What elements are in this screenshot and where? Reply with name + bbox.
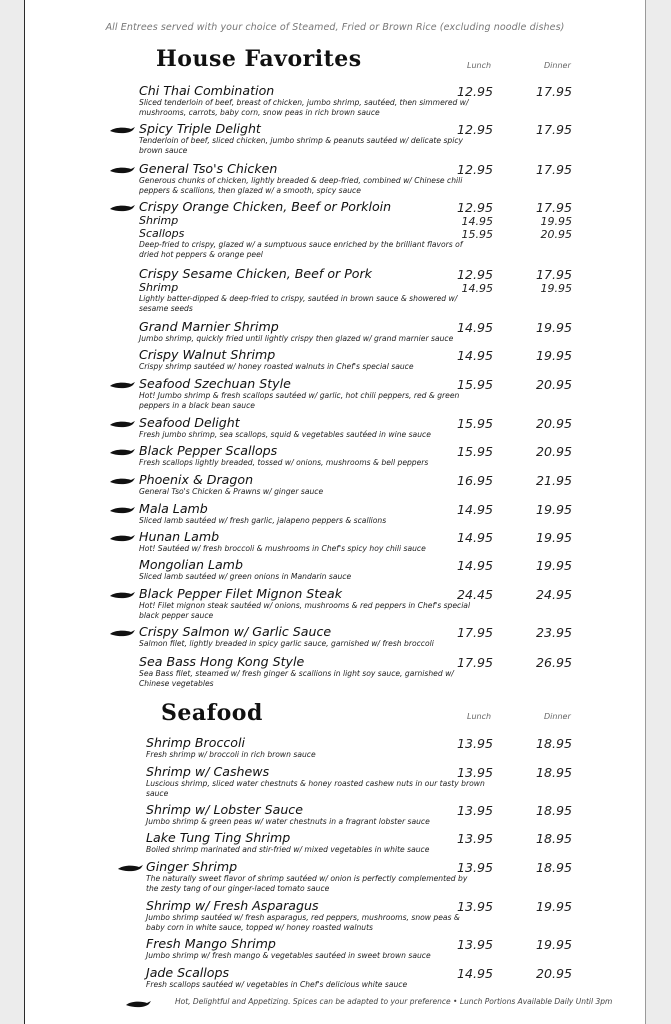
dinner-price: 23.95 xyxy=(535,625,572,640)
item-name: Mala Lamb xyxy=(139,501,208,516)
chili-pepper-icon xyxy=(125,999,153,1009)
dinner-price: 20.95 xyxy=(535,416,572,431)
chili-pepper-icon xyxy=(109,419,137,429)
dinner-price: 26.95 xyxy=(535,655,572,670)
dinner-price: 18.95 xyxy=(535,860,572,875)
dinner-price: 19.95 xyxy=(535,348,572,363)
lunch-price: 13.95 xyxy=(456,860,493,875)
item-description: Deep-fried to crispy, glazed w/ a sumptuous sauce enriched by the brilliant flavors of dried hot peppers & orange peel xyxy=(139,240,463,259)
variant-dinner-price: 19.95 xyxy=(540,215,572,228)
dinner-price: 17.95 xyxy=(535,122,572,137)
item-name: Seafood Szechuan Style xyxy=(139,376,291,391)
item-name: Chi Thai Combination xyxy=(139,83,275,98)
item-description: Tenderloin of beef, sliced chicken, jumbo shrimp & peanuts sautéed w/ delicate spicy brown sauce xyxy=(139,136,464,155)
dinner-price: 19.95 xyxy=(535,558,572,573)
lunch-price: 16.95 xyxy=(456,473,493,488)
item-variant: Shrimp xyxy=(139,214,179,227)
variant-dinner-price: 19.95 xyxy=(540,282,572,295)
item-name: Black Pepper Filet Mignon Steak xyxy=(139,586,342,601)
chili-pepper-icon xyxy=(109,447,137,457)
dinner-price: 18.95 xyxy=(535,765,572,780)
item-name: Fresh Mango Shrimp xyxy=(146,936,276,951)
variant-lunch-price: 15.95 xyxy=(461,228,493,241)
section-title: Seafood xyxy=(161,700,263,726)
lunch-price: 12.95 xyxy=(456,162,493,177)
item-description: Jumbo shrimp & green peas w/ water chestnuts in a fragrant lobster sauce xyxy=(146,817,430,826)
variant-dinner-price: 20.95 xyxy=(540,228,572,241)
item-description: Lightly batter-dipped & deep-fried to crispy, sautéed in brown sauce & showered w/ sesame seeds xyxy=(139,294,458,313)
dinner-price: 17.95 xyxy=(535,200,572,215)
item-name: Crispy Walnut Shrimp xyxy=(139,347,276,362)
lunch-price: 13.95 xyxy=(456,831,493,846)
item-name: Crispy Sesame Chicken, Beef or Pork xyxy=(139,266,372,281)
dinner-price: 18.95 xyxy=(535,831,572,846)
item-description: The naturally sweet flavor of shrimp sautéed w/ onion is perfectly complemented by the zesty tang of our ginger-laced tomato sauce xyxy=(146,874,468,893)
rice-note: All Entrees served with your choice of Steamed, Fried or Brown Rice (excluding noodle dishes) xyxy=(105,22,565,33)
dinner-price: 19.95 xyxy=(535,937,572,952)
lunch-column-header: Lunch xyxy=(467,61,492,70)
dinner-price: 18.95 xyxy=(535,803,572,818)
item-description: Sliced lamb sautéed w/ green onions in Mandarin sauce xyxy=(139,572,352,581)
item-description: Sliced lamb sautéed w/ fresh garlic, jalapeno peppers & scallions xyxy=(139,516,387,525)
item-name: Phoenix & Dragon xyxy=(139,472,254,487)
dinner-price: 20.95 xyxy=(535,377,572,392)
dinner-column-header: Dinner xyxy=(544,712,571,721)
chili-pepper-icon xyxy=(109,505,137,515)
item-description: Crispy shrimp sautéed w/ honey roasted walnuts in Chef's special sauce xyxy=(139,362,414,371)
dinner-price: 19.95 xyxy=(535,530,572,545)
lunch-price: 17.95 xyxy=(456,625,493,640)
item-name: Mongolian Lamb xyxy=(139,557,243,572)
dinner-price: 17.95 xyxy=(535,162,572,177)
item-description: General Tso's Chicken & Prawns w/ ginger sauce xyxy=(139,487,324,496)
variant-lunch-price: 14.95 xyxy=(461,282,493,295)
lunch-price: 13.95 xyxy=(456,803,493,818)
item-name: Lake Tung Ting Shrimp xyxy=(146,830,291,845)
item-variant: Scallops xyxy=(139,227,185,240)
lunch-price: 15.95 xyxy=(456,444,493,459)
lunch-price: 12.95 xyxy=(456,267,493,282)
chili-pepper-icon xyxy=(109,203,137,213)
dinner-price: 20.95 xyxy=(535,444,572,459)
item-name: Grand Marnier Shrimp xyxy=(139,319,279,334)
menu-page xyxy=(24,0,646,1024)
item-name: Shrimp w/ Fresh Asparagus xyxy=(146,898,319,913)
dinner-price: 20.95 xyxy=(535,966,572,981)
lunch-price: 14.95 xyxy=(456,502,493,517)
lunch-price: 15.95 xyxy=(456,416,493,431)
item-name: Crispy Orange Chicken, Beef or Porkloin xyxy=(139,199,392,214)
dinner-price: 19.95 xyxy=(535,320,572,335)
footer-note: Hot, Delightful and Appetizing. Spices can be adapted to your preference • Lunch Portions Available Daily Until 3pm xyxy=(175,997,613,1006)
dinner-price: 24.95 xyxy=(535,587,572,602)
lunch-price: 13.95 xyxy=(456,736,493,751)
dinner-price: 19.95 xyxy=(535,899,572,914)
lunch-price: 14.95 xyxy=(456,558,493,573)
item-name: General Tso's Chicken xyxy=(139,161,278,176)
variant-lunch-price: 14.95 xyxy=(461,215,493,228)
chili-pepper-icon xyxy=(109,590,137,600)
item-name: Shrimp Broccoli xyxy=(146,735,245,750)
item-variant: Shrimp xyxy=(139,281,179,294)
lunch-price: 12.95 xyxy=(456,122,493,137)
item-name: Sea Bass Hong Kong Style xyxy=(139,654,305,669)
chili-pepper-icon xyxy=(117,863,145,873)
item-description: Luscious shrimp, sliced water chestnuts & honey roasted cashew nuts in our tasty brown sauce xyxy=(146,779,485,798)
item-name: Black Pepper Scallops xyxy=(139,443,278,458)
item-description: Hot! Filet mignon steak sautéed w/ onions, mushrooms & red peppers in Chef's special black pepper sauce xyxy=(139,601,471,620)
lunch-price: 13.95 xyxy=(456,765,493,780)
item-description: Jumbo shrimp sautéed w/ fresh asparagus, red peppers, mushrooms, snow peas & baby corn in white sauce, topped w/ honey roasted walnuts xyxy=(146,913,460,932)
chili-pepper-icon xyxy=(109,476,137,486)
item-description: Fresh shrimp w/ broccoli in rich brown sauce xyxy=(146,750,316,759)
chili-pepper-icon xyxy=(109,125,137,135)
item-description: Generous chunks of chicken, lightly breaded & deep-fried, combined w/ Chinese chili peppers & scallions, then glazed w/ a smooth, spicy sauce xyxy=(139,176,463,195)
item-name: Crispy Salmon w/ Garlic Sauce xyxy=(139,624,332,639)
lunch-price: 14.95 xyxy=(456,348,493,363)
section-title: House Favorites xyxy=(156,46,362,72)
item-description: Sliced tenderloin of beef, breast of chicken, jumbo shrimp, sautéed, then simmered w/ mushrooms, carrots, baby corn, snow peas in rich brown sauce xyxy=(139,98,469,117)
lunch-price: 12.95 xyxy=(456,200,493,215)
item-name: Seafood Delight xyxy=(139,415,240,430)
lunch-price: 14.95 xyxy=(456,320,493,335)
item-name: Shrimp w/ Cashews xyxy=(146,764,270,779)
item-description: Jumbo shrimp w/ fresh mango & vegetables sautéed in sweet brown sauce xyxy=(146,951,431,960)
dinner-price: 19.95 xyxy=(535,502,572,517)
chili-pepper-icon xyxy=(109,533,137,543)
chili-pepper-icon xyxy=(109,628,137,638)
dinner-price: 17.95 xyxy=(535,267,572,282)
lunch-price: 12.95 xyxy=(456,84,493,99)
chili-pepper-icon xyxy=(109,380,137,390)
chili-pepper-icon xyxy=(109,165,137,175)
item-description: Hot! Sautéed w/ fresh broccoli & mushrooms in Chef's spicy hoy chili sauce xyxy=(139,544,426,553)
lunch-price: 14.95 xyxy=(456,966,493,981)
lunch-price: 13.95 xyxy=(456,937,493,952)
lunch-price: 13.95 xyxy=(456,899,493,914)
dinner-price: 17.95 xyxy=(535,84,572,99)
item-name: Shrimp w/ Lobster Sauce xyxy=(146,802,303,817)
item-description: Salmon filet, lightly breaded in spicy garlic sauce, garnished w/ fresh broccoli xyxy=(139,639,434,648)
dinner-column-header: Dinner xyxy=(544,61,571,70)
lunch-price: 15.95 xyxy=(456,377,493,392)
item-name: Spicy Triple Delight xyxy=(139,121,261,136)
item-name: Ginger Shrimp xyxy=(146,859,238,874)
item-description: Fresh scallops sautéed w/ vegetables in Chef's delicious white sauce xyxy=(146,980,408,989)
item-description: Boiled shrimp marinated and stir-fried w/ mixed vegetables in white sauce xyxy=(146,845,430,854)
dinner-price: 21.95 xyxy=(535,473,572,488)
item-description: Fresh jumbo shrimp, sea scallops, squid & vegetables sautéed in wine sauce xyxy=(139,430,431,439)
item-name: Hunan Lamb xyxy=(139,529,220,544)
lunch-price: 14.95 xyxy=(456,530,493,545)
lunch-price: 24.45 xyxy=(456,587,493,602)
lunch-column-header: Lunch xyxy=(467,712,492,721)
item-description: Sea Bass filet, steamed w/ fresh ginger & scallions in light soy sauce, garnished w/ Chinese vegetables xyxy=(139,669,454,688)
item-description: Hot! Jumbo shrimp & fresh scallops sautéed w/ garlic, hot chili peppers, red & green peppers in a black bean sauce xyxy=(139,391,460,410)
item-description: Fresh scallops lightly breaded, tossed w/ onions, mushrooms & bell peppers xyxy=(139,458,429,467)
item-description: Jumbo shrimp, quickly fried until lightly crispy then glazed w/ grand marnier sauce xyxy=(139,334,454,343)
lunch-price: 17.95 xyxy=(456,655,493,670)
dinner-price: 18.95 xyxy=(535,736,572,751)
item-name: Jade Scallops xyxy=(146,965,230,980)
